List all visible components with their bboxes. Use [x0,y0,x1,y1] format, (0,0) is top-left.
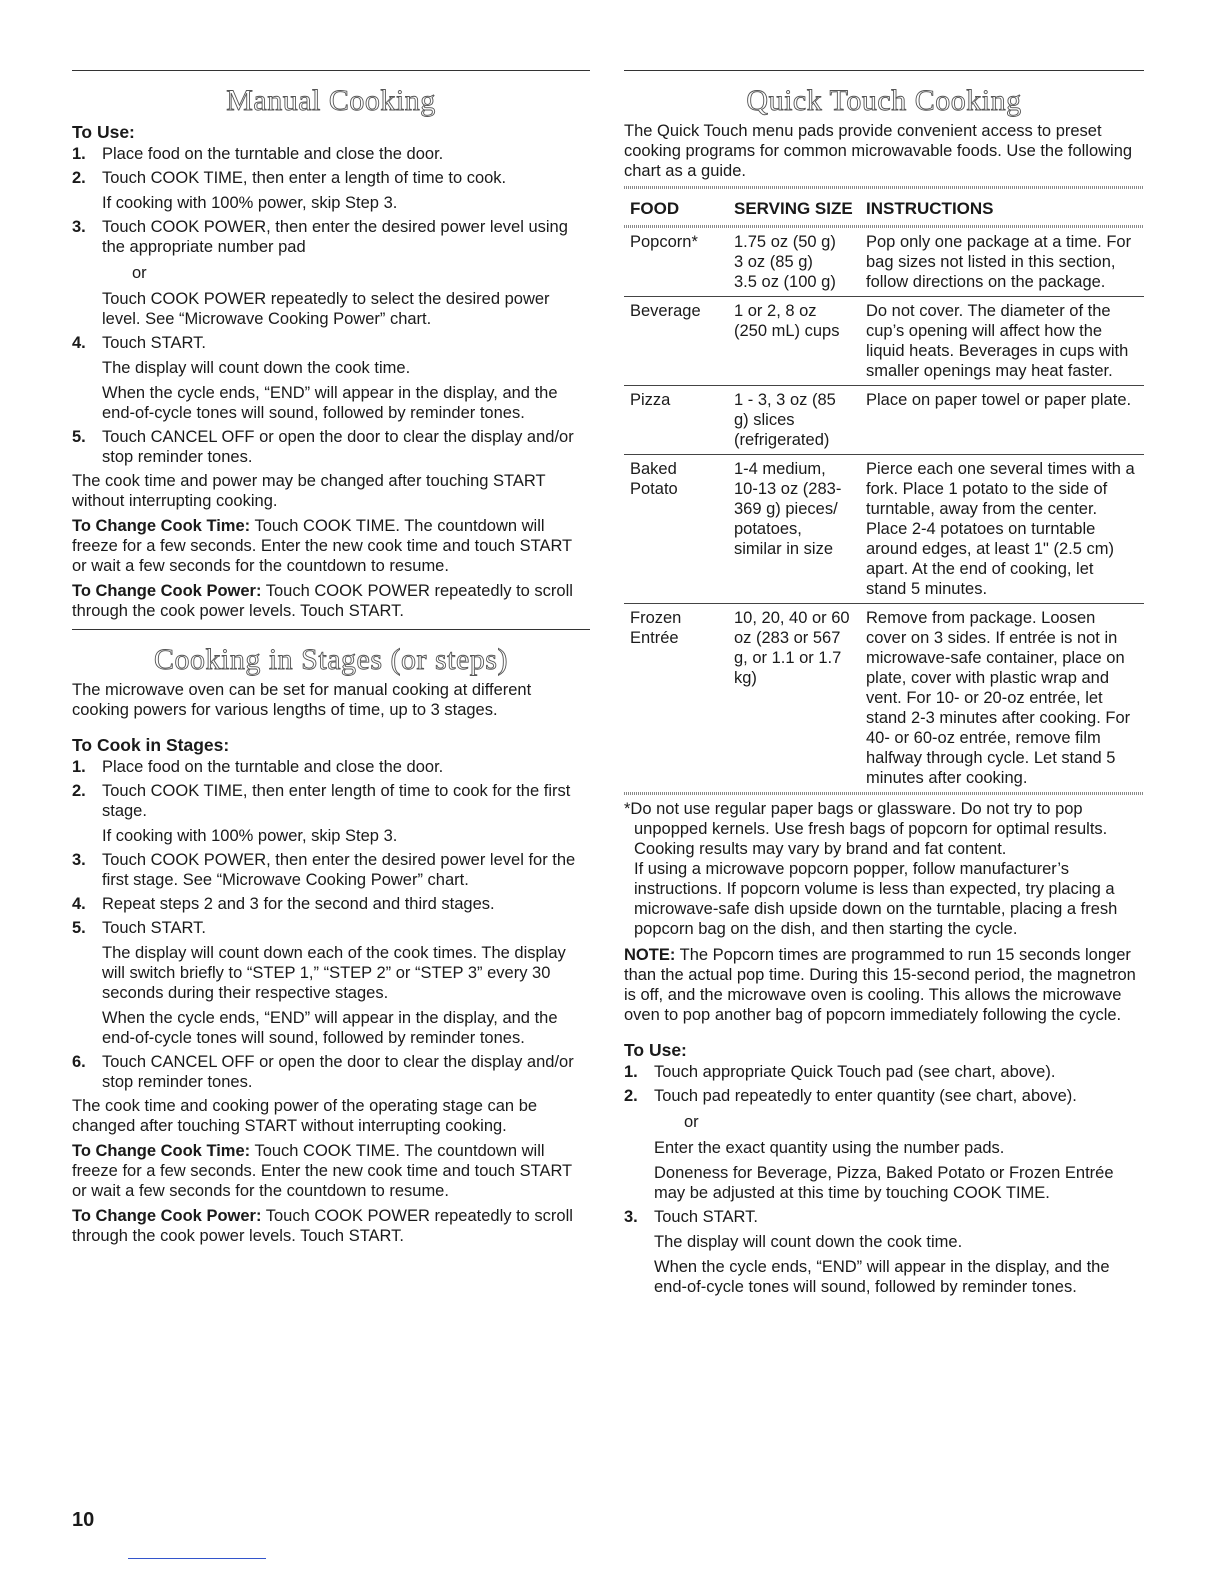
step-text: Touch COOK TIME, then enter a length of time to cook. [102,169,507,187]
quick-touch-title: Quick Touch Cooking [746,84,1022,117]
step-text: Touch START. [654,1208,758,1226]
list-item [72,850,590,890]
manual-cooking-title: Manual Cooking [226,84,436,117]
step-text: Touch CANCEL OFF or open the door to clear the display and/or stop reminder tones. [102,428,574,466]
change-power-text: Touch COOK POWER repeatedly to scroll through the cook power levels. Touch START. [72,1207,573,1245]
step-text: Place food on the turntable and close the door. [102,145,444,163]
section-rule [72,629,590,630]
quick-touch-steps [624,1062,1144,1297]
step-subtext: When the cycle ends, “END” will appear in the display, and the end-of-cycle tones will sound, followed by reminder tones. [102,384,558,422]
step-number: 4. [72,895,86,913]
step-or: or [132,264,147,282]
list-item [72,427,590,467]
column-header-serving-size: SERVING SIZE [734,199,853,218]
step-number: 5. [72,919,86,937]
manual-steps [72,144,590,467]
list-item [72,1052,590,1092]
step-text: Repeat steps 2 and 3 for the second and third stages. [102,895,495,913]
footer-rule [128,1558,266,1559]
step-subtext: If cooking with 100% power, skip Step 3. [102,827,398,845]
column-header-instructions: INSTRUCTIONS [866,199,994,218]
step-number: 2. [72,169,86,187]
step-or: or [684,1113,699,1131]
paragraph [72,1206,590,1246]
cell-food: Baked Potato [624,455,728,604]
step-number: 1. [72,758,86,776]
step-number: 3. [624,1208,638,1226]
cell-instructions: Remove from package. Loosen cover on 3 sides. If entrée is not in microwave-safe container, place on plate, cover with plastic wrap and vent. For 10- or 20-oz entrée, let stand 2-3 minutes after cooking. For 40- or 60-oz entrée, remove film halfway through cycle. Let stand 5 minutes after cooking. [866,609,1131,787]
table-row [624,228,1144,297]
step-number: 4. [72,334,86,352]
step-number: 1. [624,1063,638,1081]
step-subtext: When the cycle ends, “END” will appear in the display, and the end-of-cycle tones will sound, followed by reminder tones. [102,1009,558,1047]
step-subtext: The display will count down each of the cook times. The display will switch briefly to “STEP 1,” “STEP 2” or “STEP 3” every 30 seconds during their respective stages. [102,944,566,1002]
step-number: 3. [72,851,86,869]
step-subtext: Touch COOK POWER repeatedly to select the desired power level. See “Microwave Cooking Power” chart. [102,290,550,328]
list-item [72,168,590,213]
cell-size: 1 or 2, 8 oz (250 mL) cups [728,297,860,386]
list-item [72,217,590,329]
footnote: If using a microwave popcorn popper, follow manufacturer’s instructions. If popcorn volume is less than expected, try placing a microwave-safe dish upside down on the turntable, placing a fresh popcorn bag on the dish, and then starting the cycle. [634,860,1118,938]
footnote: *Do not use regular paper bags or glassware. Do not try to pop unpopped kernels. Use fresh bags of popcorn for optimal results. Cooking results may vary by brand and fat content. [624,800,1108,858]
change-power-label: To Change Cook Power: [72,582,262,600]
table-header-row [624,193,1144,225]
step-subtext: When the cycle ends, “END” will appear in the display, and the end-of-cycle tones will sound, followed by reminder tones. [654,1258,1110,1296]
paragraph: The microwave oven can be set for manual cooking at different cooking powers for various lengths of time, up to 3 stages. [72,681,532,719]
note-label: NOTE: [624,946,676,964]
left-column [72,70,590,1251]
right-column [624,70,1144,1301]
step-number: 2. [72,782,86,800]
step-number: 2. [624,1087,638,1105]
cell-instructions: Do not cover. The diameter of the cup’s opening will affect how the liquid heats. Beverages in cups with smaller openings may heat faster. [860,297,1144,386]
section-rule [72,70,590,71]
step-text: Touch START. [102,919,206,937]
change-time-text: Touch COOK TIME. The countdown will freeze for a few seconds. Enter the new cook time and touch START or wait a few seconds for the countdown to resume. [72,1142,572,1200]
step-number: 6. [72,1053,86,1071]
table-row [624,604,1144,793]
list-item [72,781,590,846]
step-text: Touch pad repeatedly to enter quantity (see chart, above). [654,1087,1077,1105]
cell-size: 10, 20, 40 or 60 oz (283 or 567 g, or 1.1 or 1.7 kg) [734,609,850,687]
quick-touch-table [624,193,1144,792]
step-text: Touch COOK POWER, then enter the desired power level for the first stage. See “Microwave Cooking Power” chart. [102,851,576,889]
cell-food: Beverage [624,297,728,386]
section-rule [624,70,1144,71]
step-subtext: Enter the exact quantity using the number pads. [654,1139,1005,1157]
paragraph [72,516,590,576]
step-subtext: Doneness for Beverage, Pizza, Baked Potato or Frozen Entrée may be adjusted at this time by touching COOK TIME. [654,1164,1114,1202]
list-item [72,333,590,423]
list-item [624,1207,1144,1297]
paragraph: The cook time and power may be changed after touching START without interrupting cooking. [72,472,546,510]
change-power-text: Touch COOK POWER repeatedly to scroll through the cook power levels. Touch START. [72,582,573,620]
list-item [72,894,590,914]
step-number: 3. [72,218,86,236]
cooking-stages-title: Cooking in Stages (or steps) [154,643,508,676]
paragraph [624,945,1144,1025]
change-time-text: Touch COOK TIME. The countdown will freeze for a few seconds. Enter the new cook time and touch START or wait a few seconds for the countdown to resume. [72,517,572,575]
cook-in-stages-heading: To Cook in Stages: [72,735,230,755]
change-time-label: To Change Cook Time: [72,1142,251,1160]
change-power-label: To Change Cook Power: [72,1207,262,1225]
step-subtext: The display will count down the cook time. [102,359,411,377]
cell-food: Pizza [624,386,728,455]
page-number: 10 [72,1509,95,1531]
step-subtext: The display will count down the cook time. [654,1233,963,1251]
table-row [624,297,1144,386]
change-time-label: To Change Cook Time: [72,517,251,535]
list-item [624,1062,1144,1082]
cell-food: Frozen Entrée [630,609,682,647]
list-item [624,1086,1144,1203]
cell-size: 1.75 oz (50 g) 3 oz (85 g) 3.5 oz (100 g) [728,228,860,297]
dotted-rule [624,186,1144,189]
stages-steps [72,757,590,1092]
to-use-heading: To Use: [72,122,135,142]
paragraph: The cook time and cooking power of the operating stage can be changed after touching START without interrupting cooking. [72,1097,538,1135]
table-row [624,386,1144,455]
paragraph: The Quick Touch menu pads provide convenient access to preset cooking programs for common microwavable foods. Use the following chart as a guide. [624,122,1133,180]
list-item [72,144,590,164]
note-text: The Popcorn times are programmed to run 15 seconds longer than the actual pop time. During this 15-second period, the magnetron is off, and the microwave oven is cooling. This allows the microwave oven to pop another bag of popcorn immediately following the cycle. [624,946,1136,1024]
step-text: Touch COOK TIME, then enter length of time to cook for the first stage. [102,782,571,820]
step-text: Touch START. [102,334,206,352]
cell-instructions: Pop only one package at a time. For bag sizes not listed in this section, follow directions on the package. [860,228,1144,297]
to-use-heading: To Use: [624,1040,687,1060]
step-text: Touch CANCEL OFF or open the door to clear the display and/or stop reminder tones. [102,1053,574,1091]
step-number: 1. [72,145,86,163]
cell-size: 1-4 medium, 10-13 oz (283-369 g) pieces/ potatoes, similar in size [728,455,860,604]
paragraph [72,581,590,621]
paragraph [72,1141,590,1201]
cell-size: 1 - 3, 3 oz (85 g) slices (refrigerated) [728,386,860,455]
column-header-food: FOOD [630,199,680,218]
cell-food: Popcorn* [624,228,728,297]
list-item [72,757,590,777]
cell-instructions: Place on paper towel or paper plate. [860,386,1144,455]
step-text: Touch appropriate Quick Touch pad (see chart, above). [654,1063,1056,1081]
step-text: Touch COOK POWER, then enter the desired power level using the appropriate number pad [102,218,568,256]
table-row [624,455,1144,604]
step-text: Place food on the turntable and close the door. [102,758,444,776]
list-item [72,918,590,1048]
step-number: 5. [72,428,86,446]
dotted-rule [624,792,1144,795]
step-subtext: If cooking with 100% power, skip Step 3. [102,194,398,212]
cell-instructions: Pierce each one several times with a fork. Place 1 potato to the side of turntable, away from the center. Place 2-4 potatoes on turntable around edges, at least 1" (2.5 cm) apart. At the end of cooking, let stand 5 minutes. [860,455,1144,604]
